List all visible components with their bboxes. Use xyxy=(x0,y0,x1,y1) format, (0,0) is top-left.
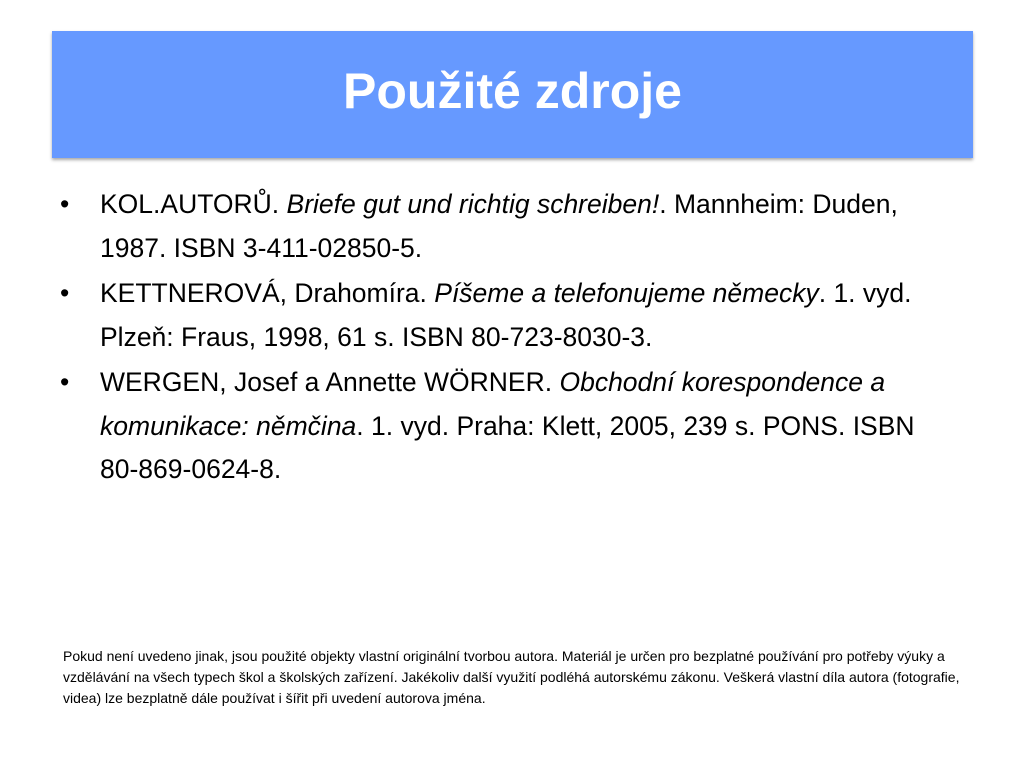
reference-item xyxy=(60,183,960,270)
reference-details: . 1. vyd. Praha: Klett, 2005, 239 s. PONS. ISBN 80-869-0624-8. xyxy=(100,410,915,484)
reference-title: Briefe gut und richtig schreiben! xyxy=(286,189,660,219)
reference-item xyxy=(60,272,960,359)
reference-author: KETTNEROVÁ, Drahomíra. xyxy=(100,278,435,308)
reference-item xyxy=(60,361,960,492)
bullet-icon: • xyxy=(60,278,70,308)
reference-author: KOL.AUTORŮ. xyxy=(100,189,287,219)
copyright-footer: Pokud není uvedeno jinak, jsou použité objekty vlastní originální tvorbou autora. Materiál je určen pro bezplatné používání pro potřeby výuky a vzdělávání na všech typech škol a školských zařízení. Jakékoliv další využití podléhá autorskému zákonu. Veškerá vlastní díla autora (fotografie, videa) lze bezplatně dále používat i šířit při uvedení autorova jména. xyxy=(63,648,960,706)
slide-title: Použité zdroje xyxy=(343,62,682,119)
reference-details: . Mannheim: Duden, 1987. ISBN 3-411-02850-5. xyxy=(100,189,898,263)
bullet-icon: • xyxy=(60,367,70,397)
reference-title: Píšeme a telefonujeme německy xyxy=(434,278,819,308)
reference-author: WERGEN, Josef a Annette WÖRNER. xyxy=(100,367,560,397)
bullet-icon: • xyxy=(60,189,70,219)
reference-title: Obchodní korespondence a komunikace: němčina xyxy=(100,367,886,441)
title-banner xyxy=(52,31,973,158)
reference-list xyxy=(60,183,960,494)
reference-details: . 1. vyd. Plzeň: Fraus, 1998, 61 s. ISBN 80-723-8030-3. xyxy=(100,278,912,352)
